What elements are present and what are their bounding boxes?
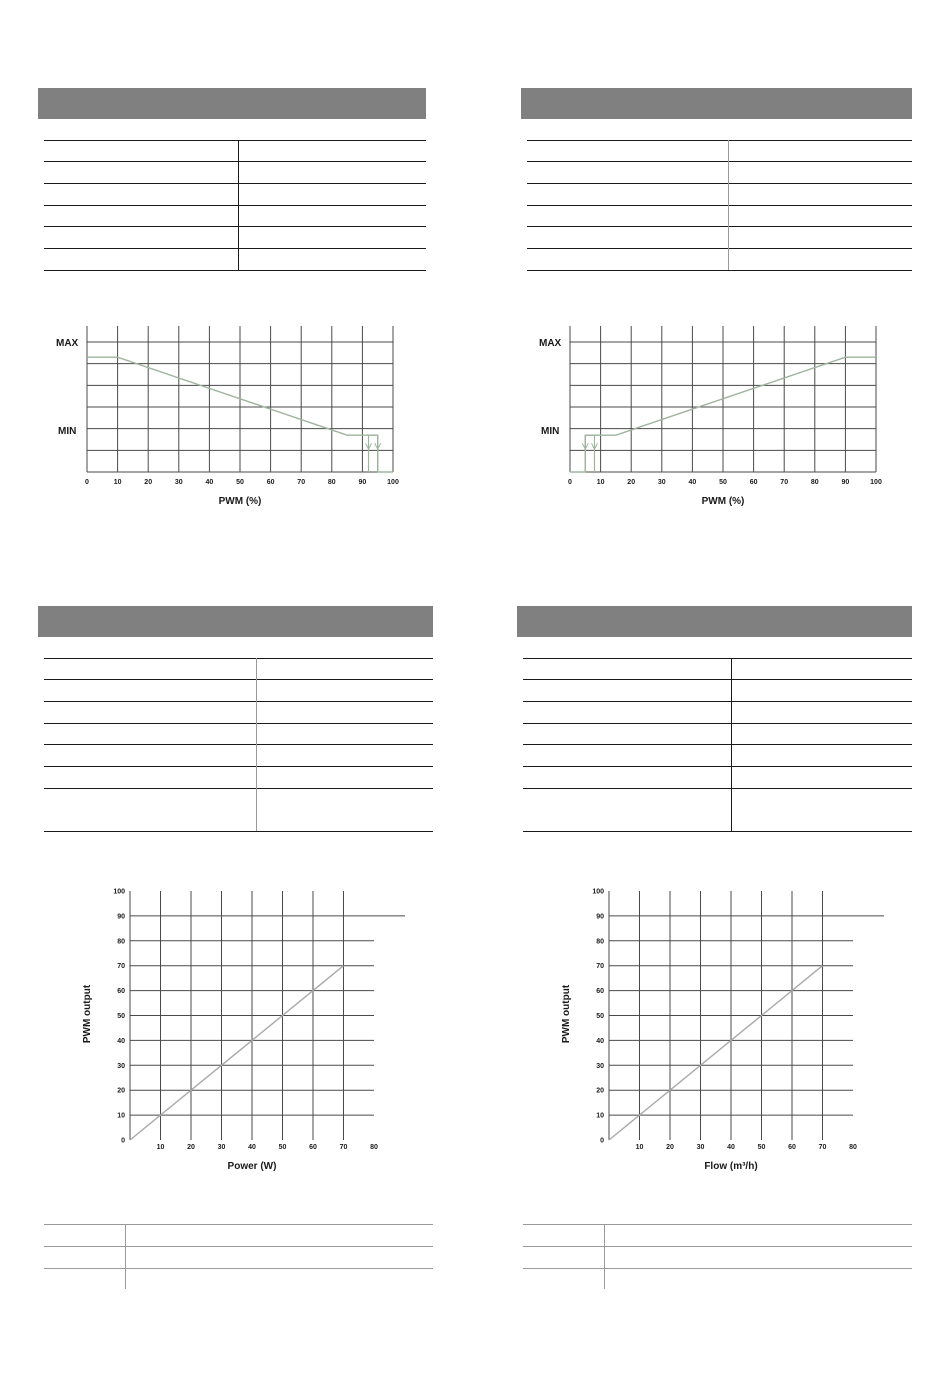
y-tick-label: 40 xyxy=(596,1037,604,1045)
y-tick-label: 10 xyxy=(117,1112,125,1120)
empty-table-6 xyxy=(523,1224,912,1290)
x-tick-label: 60 xyxy=(788,1144,796,1151)
x-tick-labels xyxy=(568,479,882,486)
series-line xyxy=(130,966,344,1140)
y-tick-label: 40 xyxy=(117,1037,125,1045)
y-tick-label: 70 xyxy=(596,963,604,971)
y-tick-label: 20 xyxy=(596,1087,604,1095)
x-tick-label: 80 xyxy=(849,1144,857,1151)
x-tick-label: 80 xyxy=(810,479,819,486)
y-tick-label: 70 xyxy=(117,963,125,971)
y-tick-label: 90 xyxy=(117,913,125,921)
x-tick-label: 60 xyxy=(266,479,275,486)
x-tick-label: 60 xyxy=(309,1144,317,1151)
y-tick-labels xyxy=(113,889,125,1145)
y-label-max: MAX xyxy=(539,338,562,349)
x-tick-labels xyxy=(157,1144,378,1151)
x-tick-label: 0 xyxy=(85,479,89,486)
x-tick-labels xyxy=(636,1144,857,1151)
x-tick-label: 0 xyxy=(568,479,572,486)
y-axis-label: PWM output xyxy=(561,984,572,1044)
chart-curve xyxy=(130,966,344,1140)
x-tick-label: 80 xyxy=(370,1144,378,1151)
empty-table-3 xyxy=(44,658,433,832)
pwm-chart-falling xyxy=(40,318,410,518)
y-tick-label: 10 xyxy=(596,1112,604,1120)
y-tick-label: 60 xyxy=(596,988,604,996)
x-tick-label: 70 xyxy=(339,1144,348,1151)
x-tick-label: 40 xyxy=(205,479,214,486)
chart-curve xyxy=(609,966,823,1140)
x-tick-label: 100 xyxy=(870,479,882,486)
x-tick-label: 100 xyxy=(387,479,399,486)
y-label-max: MAX xyxy=(56,338,79,349)
x-axis-label: Flow (m³/h) xyxy=(704,1161,758,1172)
y-tick-label: 60 xyxy=(117,988,125,996)
y-tick-label: 80 xyxy=(596,938,604,946)
x-tick-label: 40 xyxy=(727,1144,735,1151)
y-tick-label: 80 xyxy=(117,938,125,946)
y-tick-label: 0 xyxy=(600,1137,604,1145)
pwm-output-vs-power-chart xyxy=(75,880,415,1180)
x-tick-label: 50 xyxy=(278,1144,287,1151)
pwm-output-vs-flow-chart xyxy=(554,880,894,1180)
y-tick-label: 90 xyxy=(596,913,604,921)
x-axis-label: PWM (%) xyxy=(218,496,262,507)
section-header-bar-2 xyxy=(521,88,912,119)
section-header-bar-3 xyxy=(38,606,433,637)
x-tick-labels xyxy=(85,479,399,486)
chart-grid xyxy=(609,891,884,1140)
y-tick-label: 30 xyxy=(117,1062,125,1070)
section-header-bar-1 xyxy=(38,88,426,119)
x-axis-label: Power (W) xyxy=(227,1161,277,1172)
x-tick-label: 40 xyxy=(688,479,697,486)
y-tick-labels xyxy=(592,889,604,1145)
x-tick-label: 70 xyxy=(780,479,789,486)
x-tick-label: 10 xyxy=(635,1144,644,1151)
x-tick-label: 30 xyxy=(217,1144,226,1151)
x-tick-label: 70 xyxy=(297,479,306,486)
x-axis-label: PWM (%) xyxy=(701,496,745,507)
x-tick-label: 10 xyxy=(156,1144,165,1151)
y-label-min: MIN xyxy=(541,426,560,437)
x-tick-label: 50 xyxy=(757,1144,766,1151)
y-tick-label: 100 xyxy=(592,888,604,896)
y-tick-label: 50 xyxy=(117,1013,125,1020)
y-label-min: MIN xyxy=(58,426,77,437)
x-tick-label: 30 xyxy=(696,1144,705,1151)
x-tick-label: 30 xyxy=(657,479,666,486)
empty-table-2 xyxy=(527,140,912,271)
empty-table-4 xyxy=(523,658,912,832)
y-tick-label: 30 xyxy=(596,1062,604,1070)
y-tick-label: 100 xyxy=(113,888,125,896)
x-tick-label: 90 xyxy=(841,479,850,486)
series-line xyxy=(609,966,823,1140)
x-tick-label: 50 xyxy=(236,479,244,486)
chart-grid xyxy=(130,891,405,1140)
empty-table-5 xyxy=(44,1224,433,1290)
x-tick-label: 90 xyxy=(358,479,367,486)
x-tick-label: 60 xyxy=(749,479,758,486)
empty-table-1 xyxy=(44,140,426,271)
x-tick-label: 30 xyxy=(174,479,183,486)
x-tick-label: 40 xyxy=(248,1144,256,1151)
pwm-chart-rising xyxy=(523,318,893,518)
x-tick-label: 20 xyxy=(666,1144,674,1151)
x-tick-label: 70 xyxy=(818,1144,827,1151)
y-tick-label: 50 xyxy=(596,1013,604,1020)
x-tick-label: 10 xyxy=(596,479,605,486)
x-tick-label: 20 xyxy=(187,1144,195,1151)
x-tick-label: 10 xyxy=(113,479,122,486)
x-tick-label: 20 xyxy=(627,479,636,486)
section-header-bar-4 xyxy=(517,606,912,637)
x-tick-label: 20 xyxy=(144,479,153,486)
y-axis-label: PWM output xyxy=(82,984,93,1044)
x-tick-label: 80 xyxy=(327,479,336,486)
y-tick-label: 20 xyxy=(117,1087,125,1095)
x-tick-label: 50 xyxy=(719,479,727,486)
y-tick-label: 0 xyxy=(121,1137,125,1145)
